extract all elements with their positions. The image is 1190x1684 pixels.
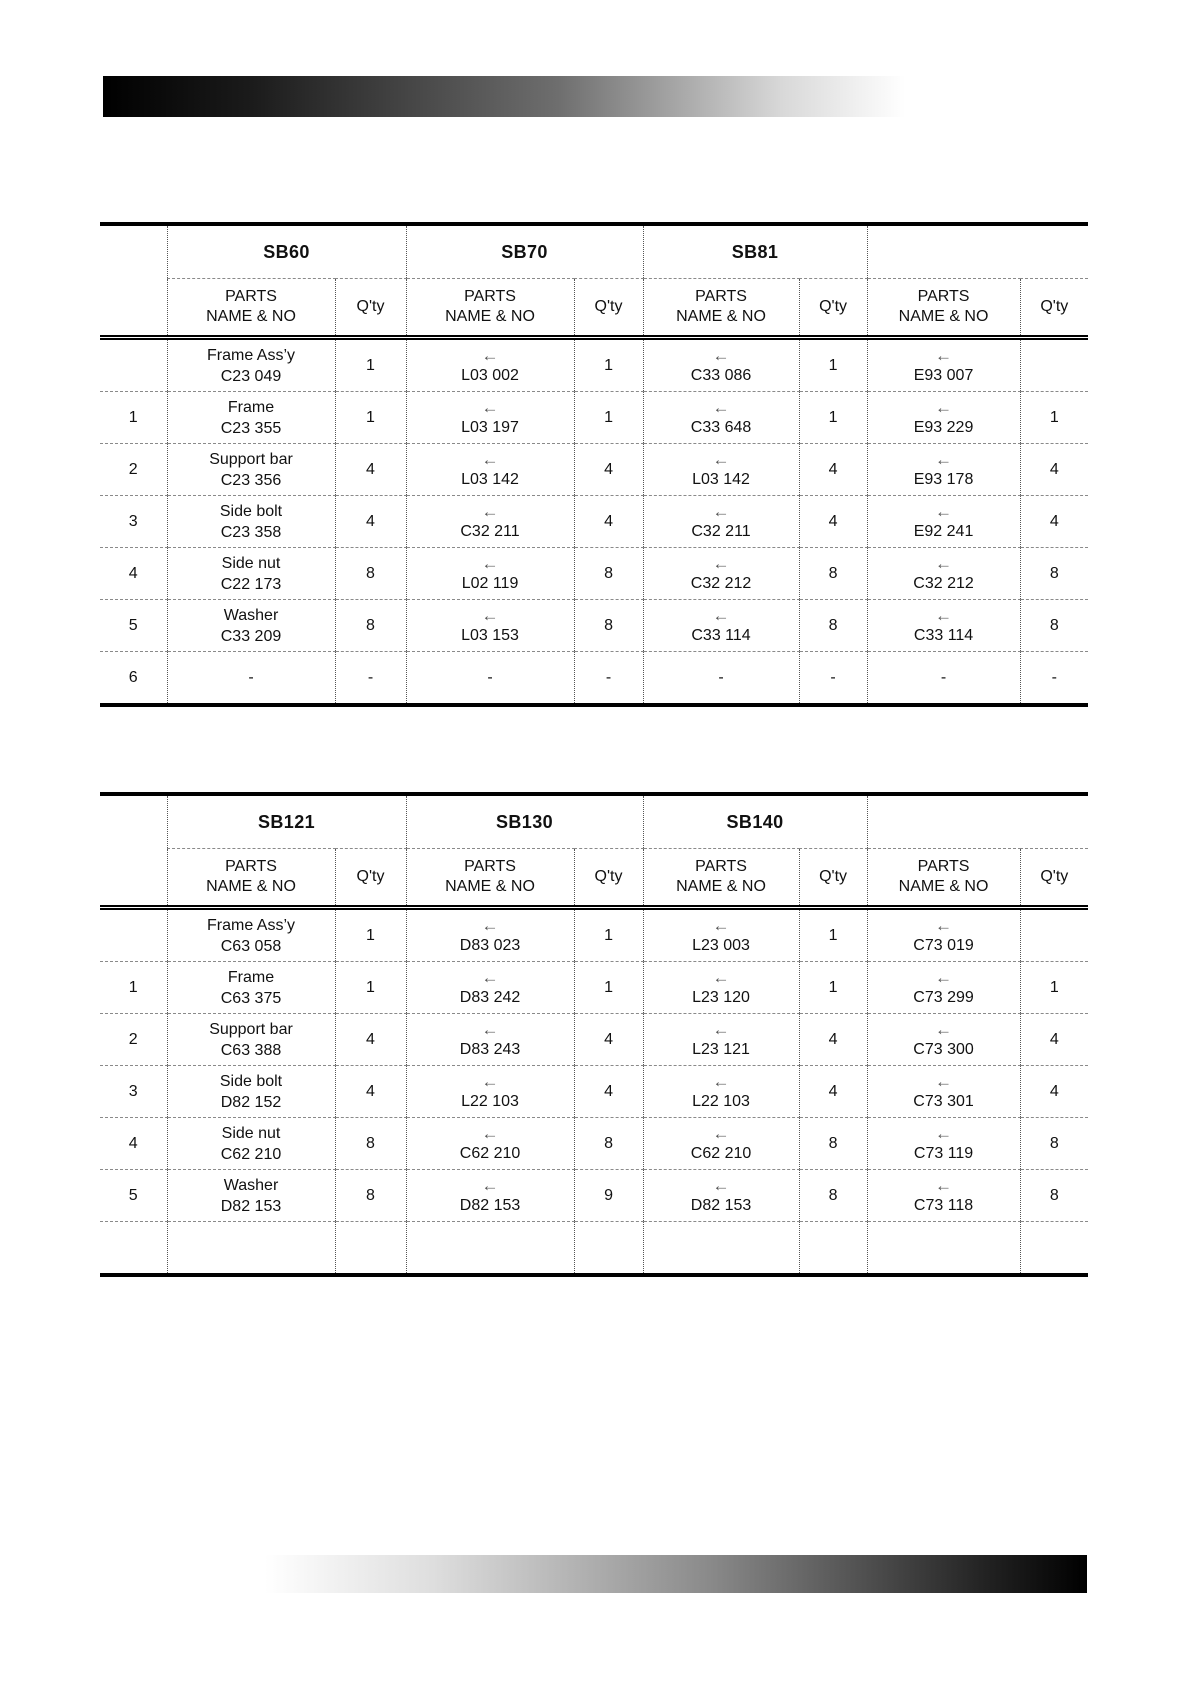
qty-cell <box>1020 1222 1088 1276</box>
qty-cell: 4 <box>1020 496 1088 548</box>
ditto-left-arrow-icon: ← <box>481 967 499 987</box>
part-number: L03 142 <box>692 470 750 488</box>
qty-cell: 4 <box>1020 444 1088 496</box>
qty-cell <box>1020 338 1088 392</box>
row-index: 1 <box>100 392 167 444</box>
top-gradient-bar <box>103 76 930 117</box>
parts-cell <box>406 908 574 962</box>
ditto-left-arrow-icon: ← <box>481 1071 499 1091</box>
parts-name-no-header <box>867 849 1020 908</box>
ditto-left-arrow-icon: ← <box>935 1123 953 1143</box>
part-name: - <box>248 669 254 686</box>
part-number: C63 388 <box>220 1041 282 1059</box>
row-index: 2 <box>100 444 167 496</box>
parts-header-line1: PARTS <box>225 288 277 305</box>
parts-cell <box>867 962 1020 1014</box>
part-name: Washer <box>223 606 279 624</box>
part-number: E93 229 <box>913 418 974 436</box>
ditto-left-arrow-icon: ← <box>712 345 730 365</box>
part-number: C62 210 <box>459 1144 521 1162</box>
qty-cell: 4 <box>574 444 643 496</box>
qty-cell: 8 <box>799 548 867 600</box>
qty-header: Q'ty <box>799 279 867 338</box>
ditto-left-arrow-icon: ← <box>935 967 953 987</box>
qty-cell: 4 <box>799 1014 867 1066</box>
qty-cell: 8 <box>574 1118 643 1170</box>
part-number: C33 209 <box>220 627 282 645</box>
part-number: C22 173 <box>220 575 282 593</box>
qty-header: Q'ty <box>1020 279 1088 338</box>
parts-name-no-header <box>406 849 574 908</box>
parts-name-no-header <box>643 849 799 908</box>
part-number: L22 103 <box>461 1092 519 1110</box>
part-number: C33 114 <box>691 626 751 644</box>
group-header-sb60: SB60 <box>167 224 406 279</box>
parts-cell <box>406 600 574 652</box>
qty-cell: 4 <box>335 444 406 496</box>
part-number: L22 103 <box>692 1092 750 1110</box>
qty-header: Q'ty <box>574 279 643 338</box>
table-row <box>100 1118 1088 1170</box>
part-name: Side bolt <box>219 1072 283 1090</box>
group-header-blank <box>867 224 1088 279</box>
ditto-left-arrow-icon: ← <box>935 1175 953 1195</box>
qty-header: Q'ty <box>574 849 643 908</box>
ditto-left-arrow-icon: ← <box>481 553 499 573</box>
table-row <box>100 600 1088 652</box>
qty-cell: 1 <box>799 392 867 444</box>
parts-cell <box>406 1118 574 1170</box>
part-name: Side bolt <box>219 502 283 520</box>
part-number: L03 142 <box>461 470 519 488</box>
parts-cell <box>643 1170 799 1222</box>
qty-cell: 1 <box>799 908 867 962</box>
ditto-left-arrow-icon: ← <box>712 501 730 521</box>
part-number: D82 153 <box>459 1196 521 1214</box>
parts-cell <box>643 338 799 392</box>
part-name: Frame <box>227 968 275 986</box>
part-name: Frame <box>227 398 275 416</box>
qty-cell: 4 <box>799 444 867 496</box>
parts-cell <box>406 1066 574 1118</box>
ditto-left-arrow-icon: ← <box>481 1123 499 1143</box>
parts-cell <box>406 338 574 392</box>
qty-cell: 4 <box>799 1066 867 1118</box>
parts-cell <box>643 444 799 496</box>
ditto-left-arrow-icon: ← <box>935 553 953 573</box>
ditto-left-arrow-icon: ← <box>935 449 953 469</box>
qty-cell: 4 <box>1020 1066 1088 1118</box>
part-name: Frame Ass’y <box>206 346 295 364</box>
ditto-left-arrow-icon: ← <box>712 553 730 573</box>
part-number: E93 178 <box>913 470 974 488</box>
group-header-row <box>100 794 1088 849</box>
part-number: D83 023 <box>459 936 521 954</box>
qty-cell: - <box>799 652 867 706</box>
qty-cell: 8 <box>799 600 867 652</box>
qty-cell: 8 <box>335 1118 406 1170</box>
part-number: C73 119 <box>913 1144 974 1162</box>
qty-cell: 4 <box>335 1014 406 1066</box>
parts-cell <box>643 496 799 548</box>
part-number: E92 241 <box>913 522 974 540</box>
ditto-left-arrow-icon: ← <box>712 915 730 935</box>
qty-cell: 8 <box>335 600 406 652</box>
group-header-row <box>100 224 1088 279</box>
parts-cell <box>167 1014 335 1066</box>
parts-cell <box>867 548 1020 600</box>
part-number: C32 212 <box>913 574 974 592</box>
ditto-left-arrow-icon: ← <box>712 1019 730 1039</box>
group-header-blank <box>867 794 1088 849</box>
table-row <box>100 1066 1088 1118</box>
part-number: L23 120 <box>692 988 750 1006</box>
qty-cell: 8 <box>574 548 643 600</box>
part-number: C73 019 <box>913 936 974 954</box>
row-index: 5 <box>100 600 167 652</box>
parts-header-line1: PARTS <box>695 288 747 305</box>
parts-cell <box>643 600 799 652</box>
table-row <box>100 1222 1088 1276</box>
qty-cell: 9 <box>574 1170 643 1222</box>
part-number: C33 086 <box>690 366 752 384</box>
qty-cell: 4 <box>799 496 867 548</box>
row-index: 3 <box>100 496 167 548</box>
part-number: L23 003 <box>692 936 750 954</box>
part-number: C73 299 <box>913 988 974 1006</box>
group-header-sb140: SB140 <box>643 794 867 849</box>
row-index: 3 <box>100 1066 167 1118</box>
parts-cell <box>867 392 1020 444</box>
qty-header: Q'ty <box>335 849 406 908</box>
qty-cell <box>1020 908 1088 962</box>
part-number: C23 356 <box>220 471 282 489</box>
parts-cell <box>406 548 574 600</box>
part-number: C23 049 <box>220 367 282 385</box>
parts-cell <box>643 1066 799 1118</box>
qty-cell: 8 <box>335 548 406 600</box>
parts-cell <box>406 652 574 706</box>
parts-cell <box>867 1118 1020 1170</box>
qty-cell: 4 <box>574 1066 643 1118</box>
parts-header-line1: PARTS <box>917 858 970 875</box>
parts-cell <box>867 338 1020 392</box>
ditto-left-arrow-icon: ← <box>712 1123 730 1143</box>
table-row <box>100 338 1088 392</box>
ditto-left-arrow-icon: ← <box>712 449 730 469</box>
parts-header-line1: PARTS <box>917 288 970 305</box>
qty-cell: 8 <box>1020 1170 1088 1222</box>
table-row <box>100 1014 1088 1066</box>
ditto-left-arrow-icon: ← <box>712 1071 730 1091</box>
part-number: D82 153 <box>220 1197 282 1215</box>
parts-header-line2: NAME & NO <box>206 308 296 325</box>
parts-header-line2: NAME & NO <box>898 878 989 895</box>
qty-cell: 4 <box>574 496 643 548</box>
qty-cell <box>799 1222 867 1276</box>
qty-cell: - <box>574 652 643 706</box>
column-header-row <box>100 849 1088 908</box>
parts-cell <box>643 1118 799 1170</box>
parts-header-line1: PARTS <box>464 858 516 875</box>
qty-cell <box>335 1222 406 1276</box>
parts-cell <box>167 652 335 706</box>
parts-cell <box>167 600 335 652</box>
group-header-sb130: SB130 <box>406 794 643 849</box>
parts-name-no-header <box>406 279 574 338</box>
part-number: C62 210 <box>690 1144 752 1162</box>
qty-cell: 1 <box>335 338 406 392</box>
parts-header-line2: NAME & NO <box>676 308 766 325</box>
part-name: Side nut <box>221 1124 281 1142</box>
part-name: Frame Ass’y <box>206 916 295 934</box>
table-row <box>100 444 1088 496</box>
parts-cell <box>167 1222 335 1276</box>
qty-cell: 8 <box>1020 600 1088 652</box>
parts-cell <box>643 548 799 600</box>
qty-cell: 8 <box>799 1170 867 1222</box>
qty-cell: 1 <box>335 908 406 962</box>
ditto-left-arrow-icon: ← <box>712 605 730 625</box>
parts-name-no-header <box>643 279 799 338</box>
table-row <box>100 1170 1088 1222</box>
ditto-left-arrow-icon: ← <box>481 1175 499 1195</box>
row-index: 5 <box>100 1170 167 1222</box>
part-name: Side nut <box>221 554 281 572</box>
parts-header-line1: PARTS <box>464 288 516 305</box>
ditto-left-arrow-icon: ← <box>712 967 730 987</box>
parts-cell <box>406 1222 574 1276</box>
group-header-sb121: SB121 <box>167 794 406 849</box>
qty-cell: - <box>1020 652 1088 706</box>
part-number: C33 648 <box>690 418 752 436</box>
part-name: Support bar <box>209 1020 293 1038</box>
ditto-left-arrow-icon: ← <box>481 915 499 935</box>
parts-header-line1: PARTS <box>695 858 747 875</box>
row-index <box>100 1222 167 1276</box>
part-number: L23 121 <box>692 1040 750 1058</box>
row-index: 4 <box>100 548 167 600</box>
parts-cell <box>406 392 574 444</box>
qty-cell: 1 <box>1020 962 1088 1014</box>
parts-name-no-header <box>167 279 335 338</box>
qty-cell: 8 <box>574 600 643 652</box>
part-number: C73 300 <box>913 1040 974 1058</box>
part-number: D83 242 <box>459 988 521 1006</box>
part-number: L03 153 <box>461 626 519 644</box>
parts-table-sb60-sb81 <box>100 222 1088 707</box>
table-row <box>100 652 1088 706</box>
table-row <box>100 548 1088 600</box>
ditto-left-arrow-icon: ← <box>935 605 953 625</box>
part-name: - <box>487 669 493 686</box>
row-index: 6 <box>100 652 167 706</box>
parts-cell <box>867 600 1020 652</box>
qty-cell: 4 <box>574 1014 643 1066</box>
qty-cell: 1 <box>574 338 643 392</box>
ditto-left-arrow-icon: ← <box>481 345 499 365</box>
parts-cell <box>643 1222 799 1276</box>
qty-cell: 8 <box>1020 548 1088 600</box>
part-number: C73 118 <box>913 1196 974 1214</box>
ditto-left-arrow-icon: ← <box>935 1071 953 1091</box>
parts-cell <box>643 962 799 1014</box>
parts-cell <box>167 444 335 496</box>
qty-cell: - <box>335 652 406 706</box>
ditto-left-arrow-icon: ← <box>712 1175 730 1195</box>
qty-header: Q'ty <box>1020 849 1088 908</box>
index-column-header <box>100 224 167 338</box>
parts-cell <box>167 1170 335 1222</box>
ditto-left-arrow-icon: ← <box>481 501 499 521</box>
parts-cell <box>406 1014 574 1066</box>
ditto-left-arrow-icon: ← <box>712 397 730 417</box>
part-number: C32 212 <box>690 574 752 592</box>
parts-cell <box>167 962 335 1014</box>
parts-cell <box>643 908 799 962</box>
ditto-left-arrow-icon: ← <box>935 397 953 417</box>
table-row <box>100 496 1088 548</box>
part-name: Support bar <box>209 450 293 468</box>
parts-cell <box>867 1170 1020 1222</box>
part-number: D82 153 <box>690 1196 752 1214</box>
parts-cell <box>406 444 574 496</box>
part-number: C73 301 <box>913 1092 974 1110</box>
ditto-left-arrow-icon: ← <box>481 1019 499 1039</box>
qty-cell: 1 <box>574 962 643 1014</box>
part-number: D83 243 <box>459 1040 521 1058</box>
part-name: Washer <box>223 1176 279 1194</box>
table-row <box>100 962 1088 1014</box>
parts-name-no-header <box>867 279 1020 338</box>
parts-cell <box>167 908 335 962</box>
part-number: C63 375 <box>220 989 282 1007</box>
part-number: L03 002 <box>461 366 519 384</box>
parts-cell <box>643 652 799 706</box>
index-column-header <box>100 794 167 908</box>
parts-cell <box>167 1118 335 1170</box>
part-number: D82 152 <box>220 1093 282 1111</box>
qty-header: Q'ty <box>335 279 406 338</box>
ditto-left-arrow-icon: ← <box>935 501 953 521</box>
row-index: 2 <box>100 1014 167 1066</box>
parts-header-line1: PARTS <box>225 858 277 875</box>
parts-name-no-header <box>167 849 335 908</box>
parts-header-line2: NAME & NO <box>206 878 296 895</box>
table-row <box>100 908 1088 962</box>
part-number: L02 119 <box>461 574 519 592</box>
row-index: 4 <box>100 1118 167 1170</box>
ditto-left-arrow-icon: ← <box>481 397 499 417</box>
part-number: C63 058 <box>220 937 282 955</box>
parts-cell <box>406 962 574 1014</box>
qty-cell <box>574 1222 643 1276</box>
qty-cell: 8 <box>799 1118 867 1170</box>
parts-cell <box>167 496 335 548</box>
qty-cell: 8 <box>335 1170 406 1222</box>
row-index <box>100 338 167 392</box>
parts-cell <box>406 1170 574 1222</box>
parts-cell <box>867 908 1020 962</box>
part-number: L03 197 <box>461 418 519 436</box>
parts-cell <box>167 1066 335 1118</box>
parts-cell <box>867 1222 1020 1276</box>
qty-cell: 1 <box>799 338 867 392</box>
parts-cell <box>167 392 335 444</box>
qty-header: Q'ty <box>799 849 867 908</box>
parts-cell <box>643 392 799 444</box>
ditto-left-arrow-icon: ← <box>481 449 499 469</box>
ditto-left-arrow-icon: ← <box>481 605 499 625</box>
qty-cell: 1 <box>574 392 643 444</box>
parts-cell <box>867 496 1020 548</box>
part-number: C32 211 <box>460 522 520 540</box>
parts-cell <box>167 548 335 600</box>
column-header-row <box>100 279 1088 338</box>
row-index: 1 <box>100 962 167 1014</box>
part-number: E93 007 <box>913 366 974 384</box>
part-number: C33 114 <box>913 626 974 644</box>
part-number: C32 211 <box>691 522 751 540</box>
qty-cell: 4 <box>1020 1014 1088 1066</box>
part-number: C23 358 <box>220 523 282 541</box>
part-name: - <box>940 669 947 686</box>
group-header-sb70: SB70 <box>406 224 643 279</box>
parts-header-line2: NAME & NO <box>898 308 989 325</box>
ditto-left-arrow-icon: ← <box>935 345 953 365</box>
parts-table-sb121-sb140 <box>100 792 1088 1277</box>
qty-cell: 1 <box>1020 392 1088 444</box>
qty-cell: 4 <box>335 496 406 548</box>
parts-cell <box>167 338 335 392</box>
parts-cell <box>406 496 574 548</box>
parts-header-line2: NAME & NO <box>676 878 766 895</box>
part-number: C23 355 <box>220 419 282 437</box>
qty-cell: 1 <box>335 962 406 1014</box>
part-number: C62 210 <box>220 1145 282 1163</box>
parts-cell <box>867 444 1020 496</box>
parts-cell <box>867 1014 1020 1066</box>
qty-cell: 1 <box>335 392 406 444</box>
parts-cell <box>867 1066 1020 1118</box>
qty-cell: 1 <box>574 908 643 962</box>
parts-header-line2: NAME & NO <box>445 878 535 895</box>
qty-cell: 8 <box>1020 1118 1088 1170</box>
parts-cell <box>867 652 1020 706</box>
ditto-left-arrow-icon: ← <box>935 915 953 935</box>
parts-cell <box>643 1014 799 1066</box>
qty-cell: 4 <box>335 1066 406 1118</box>
ditto-left-arrow-icon: ← <box>935 1019 953 1039</box>
qty-cell: 1 <box>799 962 867 1014</box>
parts-header-line2: NAME & NO <box>445 308 535 325</box>
part-name: - <box>718 669 724 686</box>
group-header-sb81: SB81 <box>643 224 867 279</box>
bottom-gradient-bar <box>248 1555 1087 1593</box>
table-row <box>100 392 1088 444</box>
row-index <box>100 908 167 962</box>
